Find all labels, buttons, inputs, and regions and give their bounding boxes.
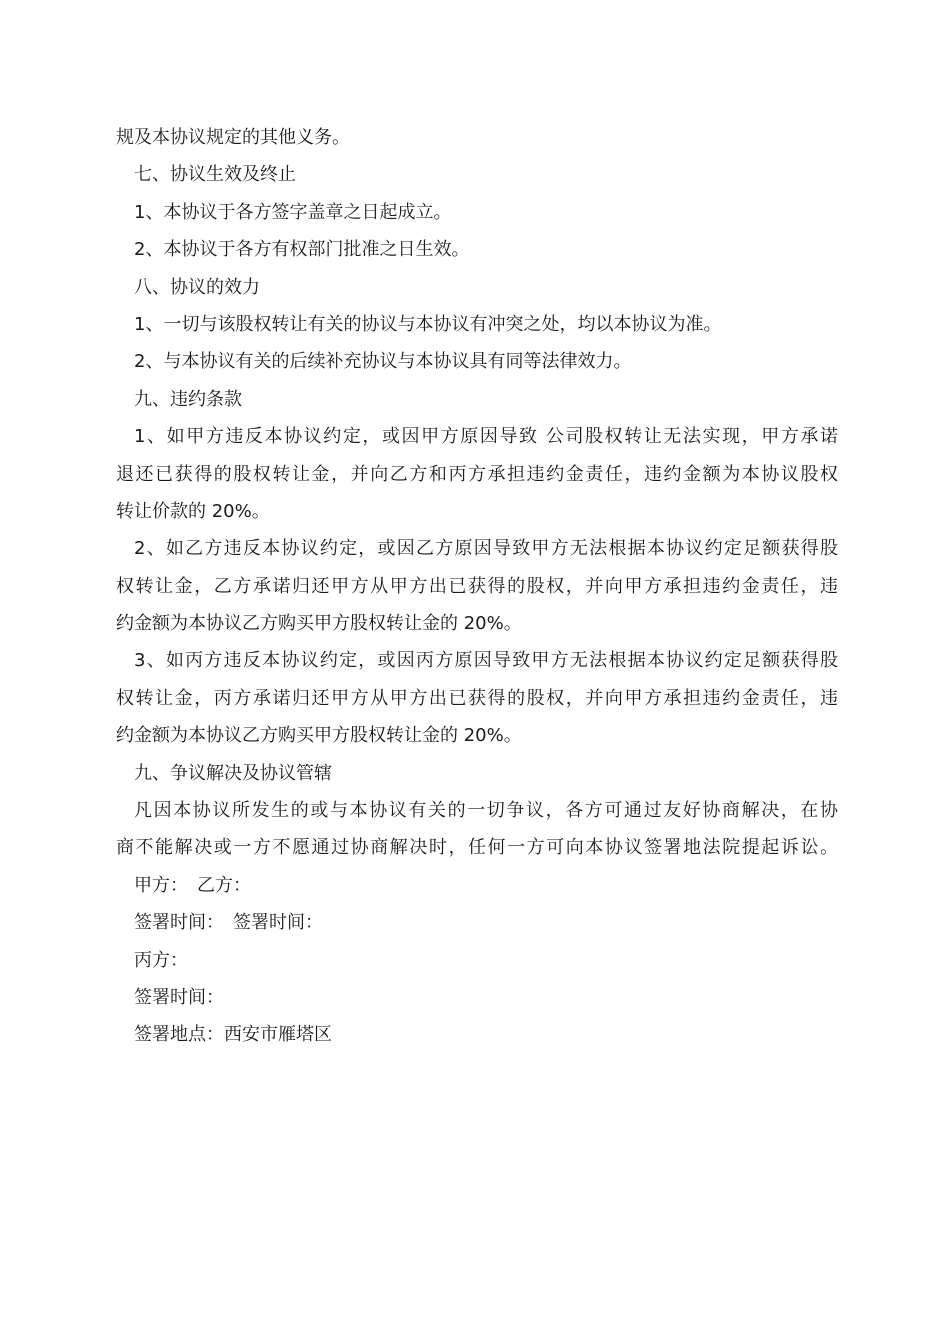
paragraph-line: 约金额为本协议乙方购买甲方股权转让金的 20%。 <box>116 725 522 747</box>
signature-party-ab: 甲方： 乙方： <box>134 874 251 896</box>
section-heading-8: 八、协议的效力 <box>134 276 260 298</box>
signature-time-c: 签署时间： <box>134 986 224 1008</box>
paragraph-line: 权转让金，丙方承诺归还甲方从甲方出已获得的股权，并向甲方承担违约金责任，违 <box>116 687 838 709</box>
section-heading-9: 九、违约条款 <box>134 388 242 410</box>
paragraph-line: 商不能解决或一方不愿通过协商解决时，任何一方可向本协议签署地法院提起诉讼。 <box>116 837 838 859</box>
document-body <box>116 119 838 1054</box>
paragraph-line: 1、本协议于各方签字盖章之日起成立。 <box>134 201 452 223</box>
paragraph-line: 转让价款的 20%。 <box>116 500 270 522</box>
section-heading-dispute: 九、争议解决及协议管辖 <box>134 762 332 784</box>
signature-party-c: 丙方： <box>134 949 188 971</box>
paragraph-line: 2、本协议于各方有权部门批准之日生效。 <box>134 239 470 261</box>
paragraph-line: 1、一切与该股权转让有关的协议与本协议有冲突之处，均以本协议为准。 <box>134 313 722 335</box>
paragraph-line: 约金额为本协议乙方购买甲方股权转让金的 20%。 <box>116 613 522 635</box>
paragraph-line: 退还已获得的股权转让金，并向乙方和丙方承担违约金责任，违约金额为本协议股权 <box>116 463 838 485</box>
paragraph-line: 2、与本协议有关的后续补充协议与本协议具有同等法律效力。 <box>134 351 632 373</box>
signature-time-ab: 签署时间： 签署时间： <box>134 912 323 934</box>
signature-location: 签署地点：西安市雁塔区 <box>134 1024 332 1046</box>
paragraph-line: 权转让金，乙方承诺归还甲方从甲方出已获得的股权，并向甲方承担违约金责任，违 <box>116 575 838 597</box>
paragraph-line: 3、如丙方违反本协议约定，或因丙方原因导致甲方无法根据本协议约定足额获得股 <box>134 650 838 672</box>
paragraph-line: 2、如乙方违反本协议约定，或因乙方原因导致甲方无法根据本协议约定足额获得股 <box>134 538 838 560</box>
paragraph-line: 凡因本协议所发生的或与本协议有关的一切争议，各方可通过友好协商解决，在协 <box>134 800 838 822</box>
section-heading-7: 七、协议生效及终止 <box>134 164 296 186</box>
paragraph-line: 1、如甲方违反本协议约定，或因甲方原因导致 公司股权转让无法实现，甲方承诺 <box>134 426 838 448</box>
paragraph-line: 规及本协议规定的其他义务。 <box>116 127 350 148</box>
